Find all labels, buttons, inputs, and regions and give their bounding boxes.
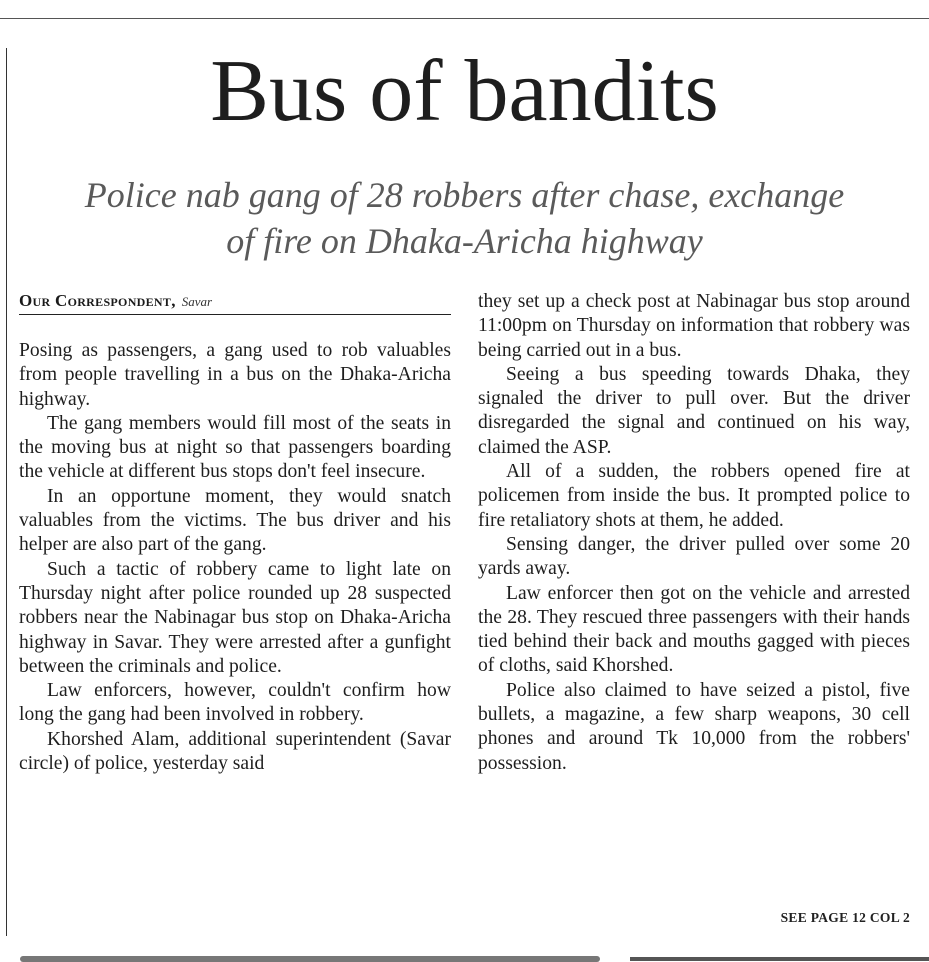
paragraph: they set up a check post at Nabinagar bus stop around 11:00pm on Thursday on information that robbery was being carried out in a bus. [478,291,910,361]
paragraph: Police also claimed to have seized a pistol, five bullets, a magazine, a few sharp weapons, 30 cell phones and around Tk 10,000 from the robbers' possession. [478,679,910,774]
article-column-right [478,290,910,776]
article-column-left [19,339,451,776]
paragraph: Posing as passengers, a gang used to rob valuables from people travelling in a bus on the Dhaka-Aricha highway. [19,340,451,410]
continuation-note: SEE PAGE 12 COL 2 [780,910,910,925]
subhead-line-2: of fire on Dhaka-Aricha highway [226,221,703,261]
byline [19,288,451,315]
paragraph: The gang members would fill most of the seats in the moving bus at night so that passengers boarding the vehicle at different bus stops don't feel insecure. [19,412,451,483]
paragraph: Khorshed Alam, additional superintendent (Savar circle) of police, yesterday said [19,728,451,775]
byline-place: Savar [181,294,213,309]
paragraph: Sensing danger, the driver pulled over some 20 yards away. [478,533,910,580]
paragraph: Such a tactic of robbery came to light late on Thursday night after police rounded up 28 suspected robbers near the Nabinagar bus stop on Dhaka-Aricha highway in Savar. They were arrested after a gunfight between the criminals and police. [19,558,451,677]
paragraph: In an opportune moment, they would snatch valuables from the victims. The bus driver and his helper are also part of the gang. [19,485,451,556]
paragraph: Law enforcer then got on the vehicle and arrested the 28. They rescued three passengers with their hands tied behind their back and mouths gagged with pieces of cloths, said Khorshed. [478,582,910,677]
top-rule [0,18,929,19]
bottom-divider-right [630,957,929,961]
bottom-divider-left [20,956,600,962]
byline-correspondent: Our Correspondent, [19,291,176,310]
headline: Bus of bandits [210,43,719,140]
subheadline [0,172,929,264]
subhead-line-1: Police nab gang of 28 robbers after chase, exchange [84,175,845,215]
paragraph: Seeing a bus speeding towards Dhaka, they signaled the driver to pull over. But the driver disregarded the signal and continued on his way, claimed the ASP. [478,363,910,458]
paragraph: All of a sudden, the robbers opened fire at policemen from inside the bus. It prompted police to fire retaliatory shots at them, he added. [478,461,910,531]
paragraph: Law enforcers, however, couldn't confirm how long the gang had been involved in robbery. [19,680,451,726]
